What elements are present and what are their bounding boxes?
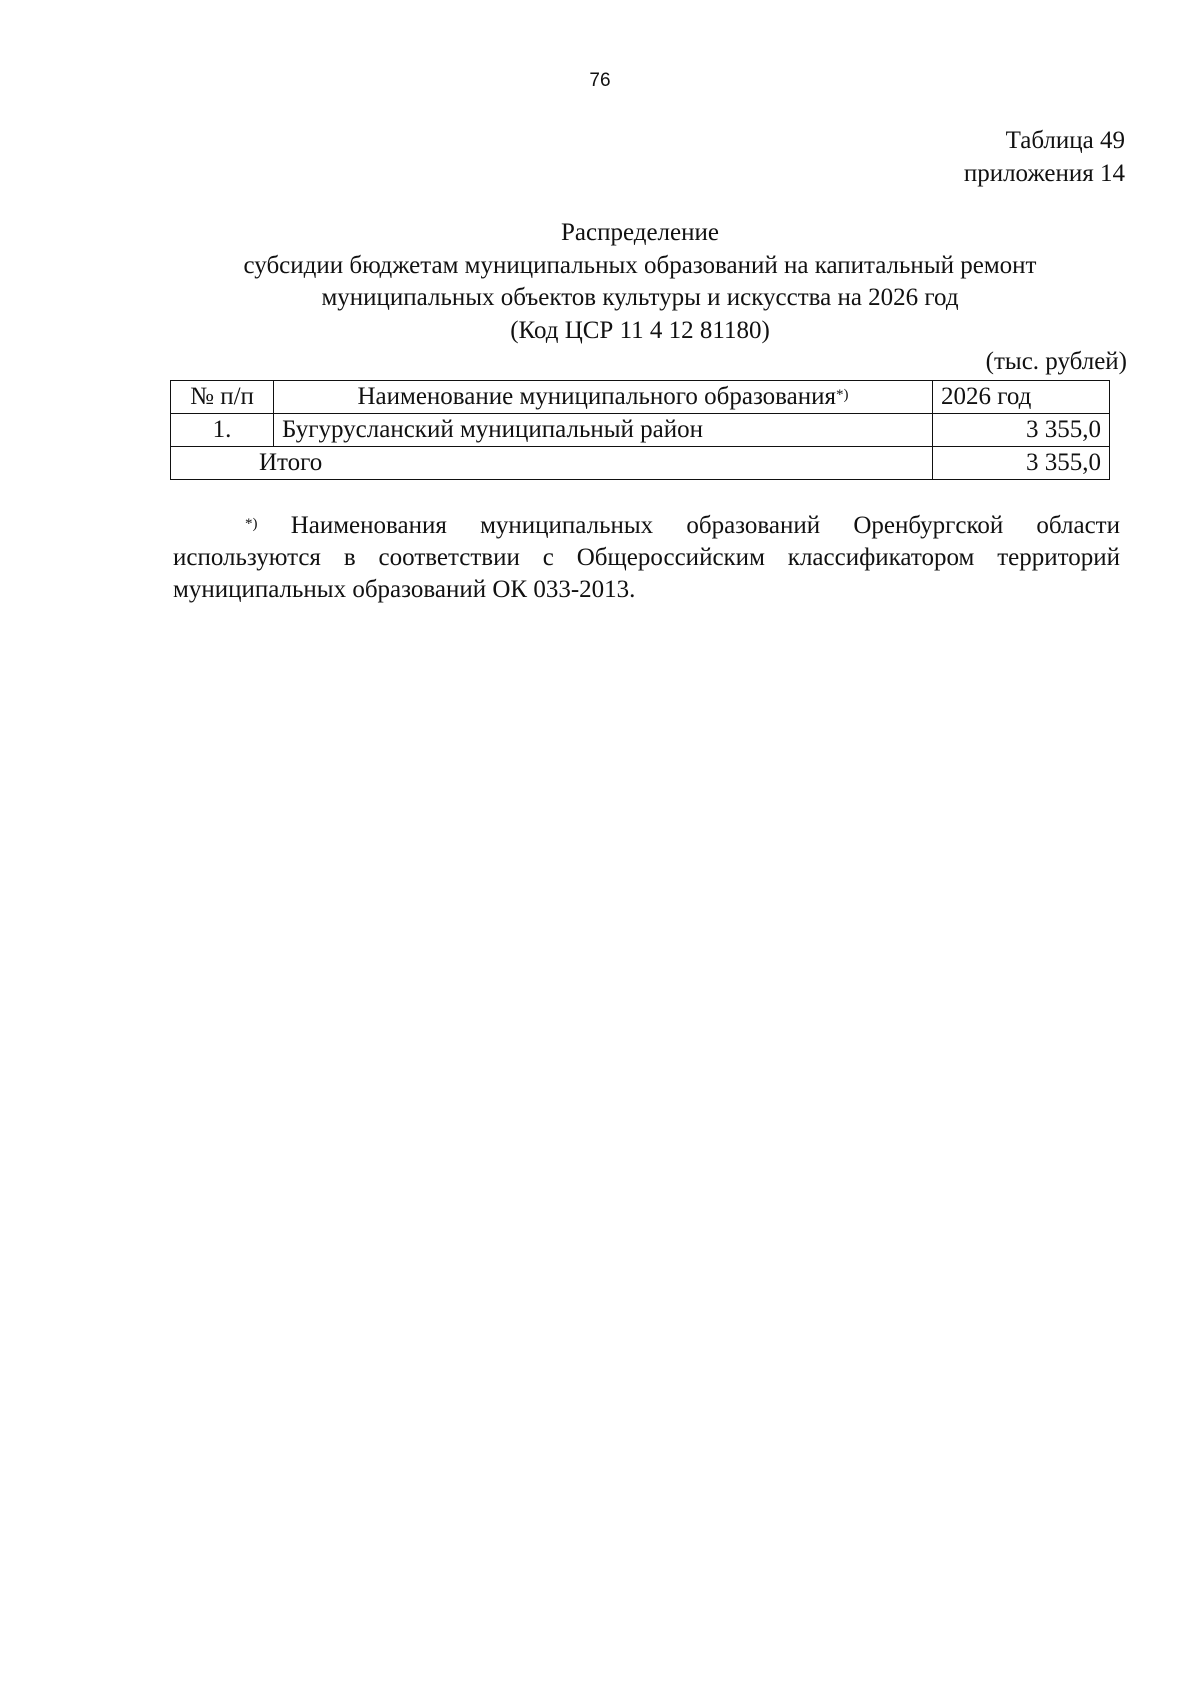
footnote xyxy=(173,510,1120,606)
header-num: № п/п xyxy=(171,381,274,414)
units-label: (тыс. рублей) xyxy=(985,348,1127,375)
title-line1: субсидии бюджетам муниципальных образований на капитальный ремонт xyxy=(243,251,1037,279)
header-name xyxy=(274,381,933,414)
title-line2: муниципальных объектов культуры и искусства на 2026 год xyxy=(321,284,959,311)
table-reference xyxy=(964,124,1125,190)
header-year: 2026 год xyxy=(933,381,1110,414)
total-row xyxy=(171,447,1110,480)
document-title xyxy=(150,217,1130,347)
title-code: (Код ЦСР 11 4 12 81180) xyxy=(510,316,770,344)
table-header-row xyxy=(171,381,1110,414)
total-value: 3 355,0 xyxy=(933,447,1110,480)
row-num: 1. xyxy=(171,414,274,447)
footnote-text: Наименования муниципальных образований Оренбургской области используются в соответствии с Общероссийским классификатором территорий муниципальных образований ОК 033-2013. xyxy=(173,512,1120,603)
distribution-table xyxy=(170,380,1110,480)
row-name: Бугурусланский муниципальный район xyxy=(274,414,933,447)
title-heading: Распределение xyxy=(561,219,719,246)
page-number: 76 xyxy=(589,70,611,91)
total-label: Итого xyxy=(171,447,933,480)
footnote-marker: *) xyxy=(836,387,849,403)
table-reference-line1: Таблица 49 xyxy=(1005,127,1125,154)
row-value: 3 355,0 xyxy=(933,414,1110,447)
table-reference-line2: приложения 14 xyxy=(963,160,1125,187)
table-row xyxy=(171,414,1110,447)
footnote-mark: *) xyxy=(245,516,258,532)
header-name-text: Наименование муниципального образования xyxy=(357,383,837,410)
